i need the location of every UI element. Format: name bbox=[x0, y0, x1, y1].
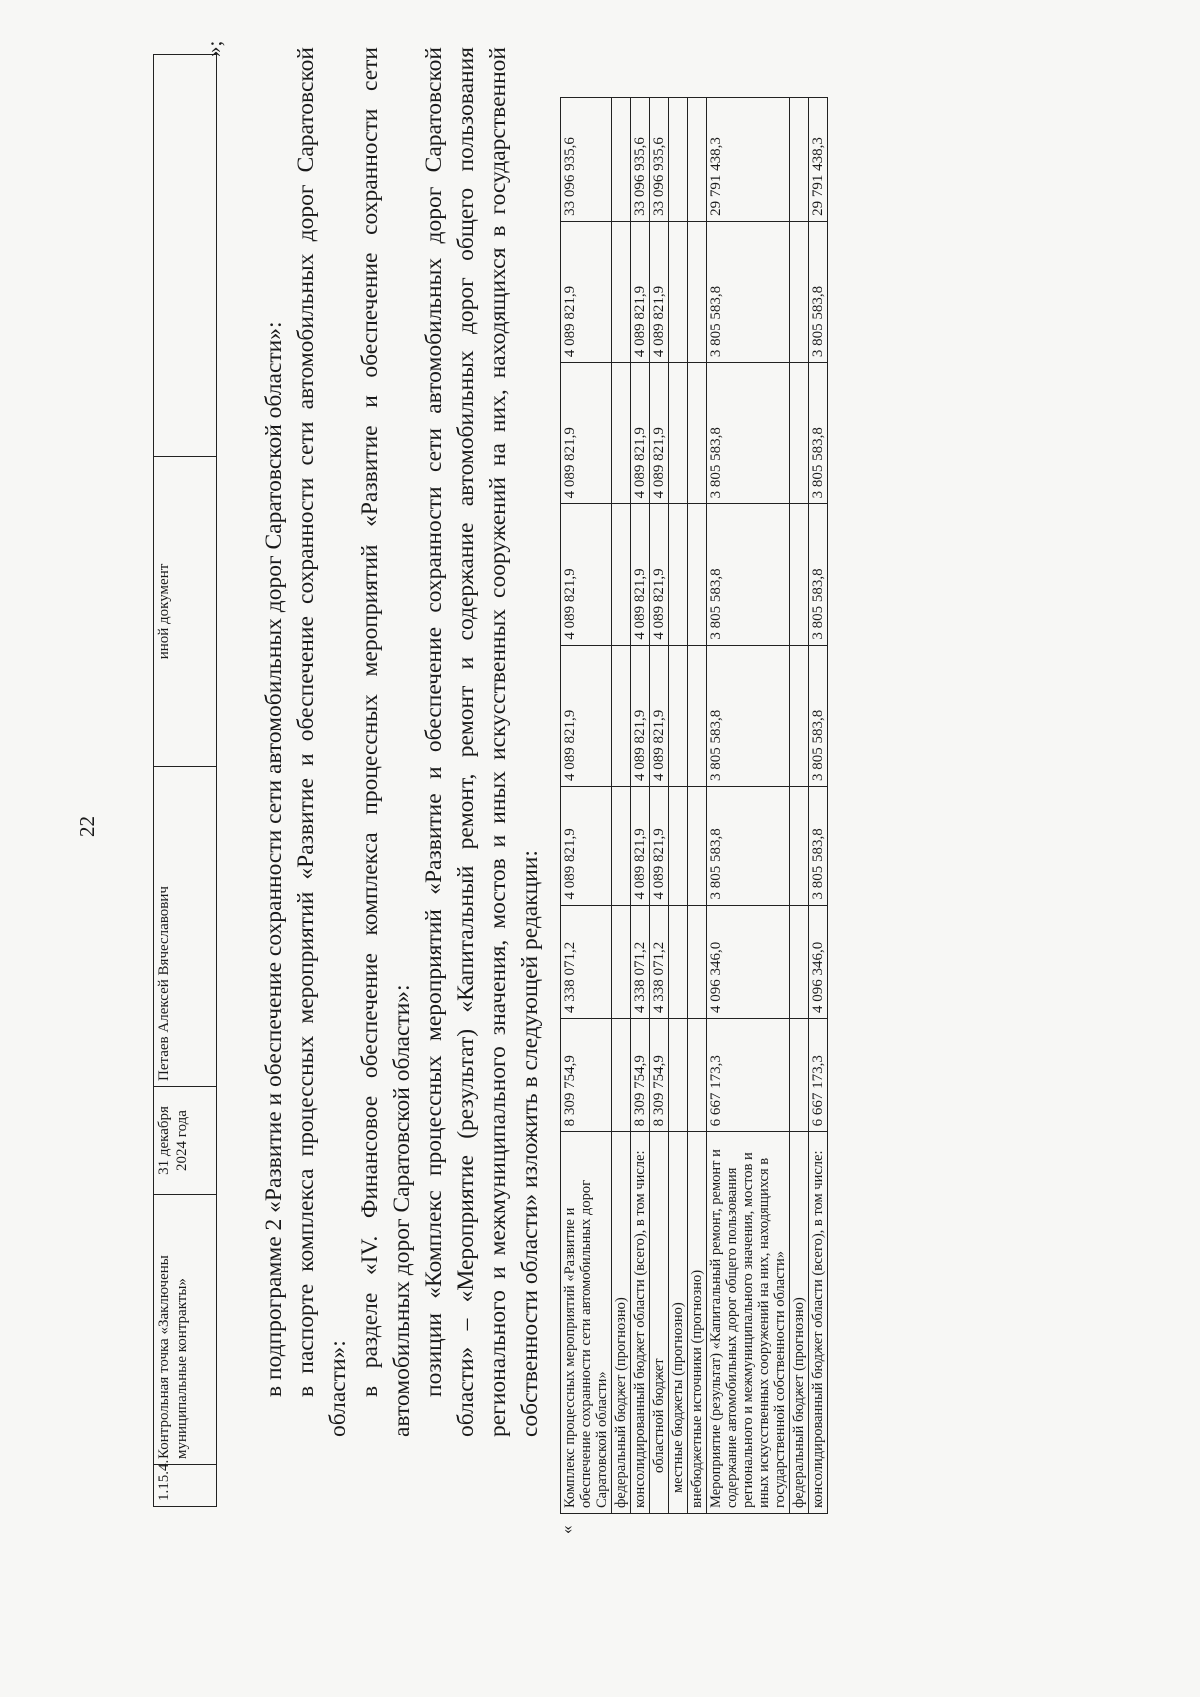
paragraph-subprogram: в подпрограмме 2 «Развитие и обеспечение сохранности сети автомобильных дорог Саратовской области»: bbox=[261, 321, 287, 1397]
value-cell bbox=[669, 221, 688, 362]
value-cell: 33 096 935,6 bbox=[561, 98, 612, 222]
value-cell: 33 096 935,6 bbox=[650, 98, 669, 222]
row-label: Комплекс процессных мероприятий «Развитие и обеспечение сохранности сети автомобильных дорог Саратовской области» bbox=[561, 1132, 612, 1514]
value-cell: 3 805 583,8 bbox=[707, 786, 790, 905]
value-cell: 4 089 821,9 bbox=[650, 786, 669, 905]
value-cell bbox=[790, 363, 809, 504]
control-point-table bbox=[153, 54, 217, 1507]
finance-table bbox=[560, 97, 828, 1514]
value-cell: 4 089 821,9 bbox=[631, 221, 650, 362]
row-label: консолидированный бюджет области (всего), в том числе: bbox=[631, 1132, 650, 1514]
value-cell: 3 805 583,8 bbox=[809, 363, 828, 504]
value-cell bbox=[688, 905, 707, 1018]
table-row bbox=[809, 98, 828, 1514]
value-cell: 6 667 173,3 bbox=[707, 1018, 790, 1131]
value-cell: 3 805 583,8 bbox=[707, 221, 790, 362]
value-cell: 4 089 821,9 bbox=[650, 221, 669, 362]
table-row bbox=[561, 98, 612, 1514]
value-cell bbox=[612, 905, 631, 1018]
value-cell: 4 089 821,9 bbox=[650, 363, 669, 504]
table-row bbox=[790, 98, 809, 1514]
value-cell: 4 089 821,9 bbox=[650, 504, 669, 645]
value-cell: 3 805 583,8 bbox=[707, 504, 790, 645]
value-cell: 33 096 935,6 bbox=[631, 98, 650, 222]
value-cell bbox=[612, 98, 631, 222]
row-label: консолидированный бюджет области (всего), в том числе: bbox=[809, 1132, 828, 1514]
table-row bbox=[612, 98, 631, 1514]
value-cell: 3 805 583,8 bbox=[707, 645, 790, 786]
value-cell bbox=[790, 786, 809, 905]
value-cell: 4 089 821,9 bbox=[561, 786, 612, 905]
value-cell: 4 089 821,9 bbox=[561, 363, 612, 504]
value-cell bbox=[669, 1018, 688, 1131]
row-label: Мероприятие (результат) «Капитальный ремонт, ремонт и содержание автомобильных дорог общего пользования регионального и межмуниципального значения, мостов и иных искусственных сооружений на них, находящихся в государственной собственности области» bbox=[707, 1132, 790, 1514]
value-cell: 3 805 583,8 bbox=[809, 786, 828, 905]
amendment-text bbox=[258, 47, 546, 1437]
row-label: федеральный бюджет (прогнозно) bbox=[612, 1132, 631, 1514]
value-cell: 4 089 821,9 bbox=[561, 221, 612, 362]
value-cell bbox=[790, 504, 809, 645]
page-number: 22 bbox=[75, 816, 99, 837]
value-cell bbox=[688, 221, 707, 362]
value-cell bbox=[669, 98, 688, 222]
control-point-number: 1.15.4. bbox=[154, 1465, 217, 1507]
value-cell: 4 089 821,9 bbox=[650, 645, 669, 786]
value-cell bbox=[688, 786, 707, 905]
paragraph-section: в разделе «IV. Финансовое обеспечение комплекса процессных мероприятий «Развитие и обеспечение сохранности сети автомобильных дорог Саратовской области»: bbox=[357, 47, 415, 1437]
value-cell: 4 089 821,9 bbox=[631, 363, 650, 504]
control-point-name: Контрольная точка «Заключены муниципальные контракты» bbox=[154, 1195, 217, 1465]
table-row bbox=[707, 98, 790, 1514]
value-cell bbox=[612, 221, 631, 362]
control-point-date: 31 декабря 2024 года bbox=[154, 1087, 217, 1195]
value-cell bbox=[612, 1018, 631, 1131]
value-cell: 4 096 346,0 bbox=[809, 905, 828, 1018]
value-cell bbox=[612, 363, 631, 504]
value-cell bbox=[612, 786, 631, 905]
paragraph-positions: позиции «Комплекс процессных мероприятий «Развитие и обеспечение сохранности сети автомобильных дорог Саратовской области» – «Мероприятие (результат) «Капитальный ремонт, ремонт и содержание автомобильных дорог общего пользования регионального и межмуниципального значения, мостов и иных искусственных сооружений на них, находящихся в государственной собственности области» изложить в следующей редакции: bbox=[421, 47, 543, 1437]
value-cell: 3 805 583,8 bbox=[809, 504, 828, 645]
value-cell bbox=[669, 504, 688, 645]
control-point-document: иной документ bbox=[154, 457, 217, 767]
value-cell bbox=[669, 363, 688, 504]
paragraph-passport: в паспорте комплекса процессных мероприятий «Развитие и обеспечение сохранности сети автомобильных дорог Саратовской области»: bbox=[293, 47, 351, 1437]
value-cell bbox=[612, 645, 631, 786]
value-cell: 3 805 583,8 bbox=[809, 221, 828, 362]
value-cell: 4 338 071,2 bbox=[650, 905, 669, 1018]
row-label: областной бюджет bbox=[650, 1132, 669, 1514]
value-cell bbox=[688, 1018, 707, 1131]
value-cell: 29 791 438,3 bbox=[809, 98, 828, 222]
row-label: местные бюджеты (прогнозно) bbox=[669, 1132, 688, 1514]
row-label: внебюджетные источники (прогнозно) bbox=[688, 1132, 707, 1514]
value-cell: 3 805 583,8 bbox=[707, 363, 790, 504]
table-open-quote: « bbox=[557, 1525, 576, 1534]
value-cell: 6 667 173,3 bbox=[809, 1018, 828, 1131]
table-row bbox=[669, 98, 688, 1514]
value-cell: 4 338 071,2 bbox=[561, 905, 612, 1018]
table-row bbox=[154, 55, 217, 1507]
value-cell: 8 309 754,9 bbox=[631, 1018, 650, 1131]
control-point-responsible: Петаев Алексей Вячеславович bbox=[154, 767, 217, 1087]
value-cell bbox=[790, 98, 809, 222]
closing-quote-mark: »; bbox=[202, 40, 226, 57]
value-cell: 8 309 754,9 bbox=[650, 1018, 669, 1131]
value-cell bbox=[688, 645, 707, 786]
value-cell bbox=[669, 645, 688, 786]
table-row bbox=[688, 98, 707, 1514]
value-cell: 8 309 754,9 bbox=[561, 1018, 612, 1131]
value-cell bbox=[688, 98, 707, 222]
value-cell: 29 791 438,3 bbox=[707, 98, 790, 222]
value-cell: 4 096 346,0 bbox=[707, 905, 790, 1018]
value-cell: 4 089 821,9 bbox=[561, 504, 612, 645]
control-point-empty-cell bbox=[154, 55, 217, 457]
table-row bbox=[631, 98, 650, 1514]
value-cell: 4 089 821,9 bbox=[631, 645, 650, 786]
value-cell bbox=[669, 905, 688, 1018]
value-cell bbox=[688, 363, 707, 504]
value-cell bbox=[612, 504, 631, 645]
value-cell bbox=[669, 786, 688, 905]
value-cell bbox=[790, 645, 809, 786]
table-row bbox=[650, 98, 669, 1514]
value-cell: 4 089 821,9 bbox=[631, 504, 650, 645]
value-cell: 3 805 583,8 bbox=[809, 645, 828, 786]
value-cell bbox=[790, 1018, 809, 1131]
row-label: федеральный бюджет (прогнозно) bbox=[790, 1132, 809, 1514]
value-cell bbox=[790, 905, 809, 1018]
value-cell bbox=[790, 221, 809, 362]
value-cell: 4 089 821,9 bbox=[631, 786, 650, 905]
value-cell: 4 338 071,2 bbox=[631, 905, 650, 1018]
value-cell bbox=[688, 504, 707, 645]
value-cell: 4 089 821,9 bbox=[561, 645, 612, 786]
